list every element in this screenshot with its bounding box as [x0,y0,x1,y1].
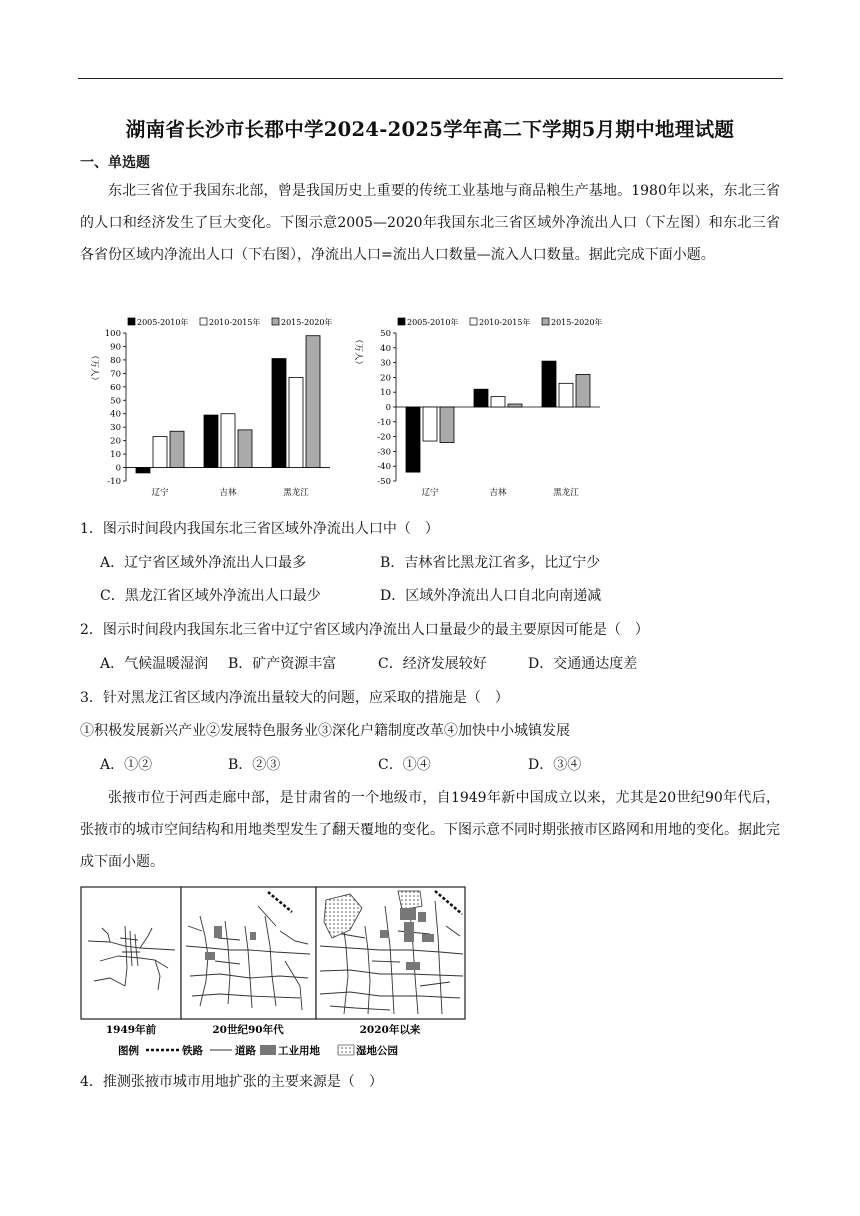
y-tick-label: 50 [110,396,121,407]
question-3: 3．针对黑龙江省区域内净流出量较大的问题，应采取的措施是（ ） [80,690,509,706]
bar-黑龙江-1 [542,361,556,407]
legend-label-2: 2010-2015年 [479,318,531,327]
q1-option-b[interactable]: B．吉林省比黑龙江省多，比辽宁少 [380,555,601,571]
legend-industrial: 工业用地 [278,1045,320,1057]
y-tick-label: 10 [110,450,121,461]
y-tick-label: 80 [110,355,121,366]
q2-option-d[interactable]: D．交通通达度差 [528,656,638,672]
bar-辽宁-1 [406,407,420,472]
legend-swatch-1 [398,318,405,325]
y-tick-label: 100 [104,329,121,339]
q3-option-d[interactable]: D．③④ [528,757,582,773]
y-tick-label: 0 [385,403,391,413]
y-tick-label: -20 [377,432,391,443]
x-category-label: 黑龙江 [283,488,309,498]
bar-辽宁-3 [170,431,184,467]
q1-option-d[interactable]: D．区域外净流出人口自北向南递减 [380,588,602,604]
legend-road: 道路 [235,1045,256,1057]
page-title: 湖南省长沙市长郡中学2024-2025学年高二下学期5月期中地理试题 [125,118,735,141]
x-category-label: 吉林 [219,488,237,498]
legend-label-1: 2005-2010年 [137,318,189,327]
y-tick-label: 20 [380,373,391,384]
y-tick-label: -30 [377,447,391,458]
x-category-label: 辽宁 [421,488,439,498]
y-tick-label: 10 [380,388,391,399]
bar-辽宁-2 [423,407,437,441]
q2-option-a[interactable]: A．气候温暖湿润 [100,656,209,672]
y-tick-label: 90 [110,342,121,353]
zhangye-map-figure [80,886,470,1061]
y-tick-label: 0 [115,463,121,474]
bar-辽宁-3 [440,407,454,443]
x-category-label: 辽宁 [151,488,169,498]
road-network-maps [80,886,470,1065]
question-3-items: ①积极发展新兴产业②发展特色服务业③深化户籍制度改革④加快中小城镇发展 [80,723,570,739]
legend-label-1: 2005-2010年 [407,318,459,327]
y-tick-label: 50 [380,329,391,339]
y-tick-label: -40 [377,462,391,473]
q1-option-c[interactable]: C．黑龙江省区域外净流出人口最少 [100,588,321,604]
bar-吉林-1 [474,389,488,407]
bar-黑龙江-3 [576,374,590,407]
bar-黑龙江-2 [559,383,573,407]
bar-吉林-1 [204,415,218,467]
q2-option-c[interactable]: C．经济发展较好 [378,656,487,672]
x-category-label: 黑龙江 [553,488,579,498]
bar-吉林-3 [238,430,252,468]
bar-黑龙江-3 [306,336,320,468]
legend-label-2: 2010-2015年 [209,318,261,327]
y-axis-label: （万人） [89,351,99,386]
legend-swatch-3 [272,318,279,325]
y-axis-label: （万人） [353,335,363,370]
y-tick-label: 20 [110,436,121,447]
q3-option-c[interactable]: C．①④ [378,757,431,773]
legend-swatch-2 [470,318,477,325]
bar-吉林-2 [221,414,235,468]
bar-辽宁-1 [136,468,150,473]
passage-zhangye: 张掖市位于河西走廊中部，是甘肃省的一个地级市，自1949年新中国成立以来，尤其是20世纪90年代后，张掖市的城市空间结构和用地类型发生了翻天覆地的变化。下图示意不同时期张掖市区路网和用地的变化。据此完成下面小题。 [80,790,780,870]
map-caption-1949: 1949年前 [105,1024,157,1036]
bar-黑龙江-2 [289,377,303,467]
bar-chart-left [80,313,350,503]
y-tick-label: 30 [110,423,121,434]
q1-option-a[interactable]: A．辽宁省区域外净流出人口最多 [100,555,307,571]
q3-option-a[interactable]: A．①② [100,757,153,773]
passage-northeast: 东北三省位于我国东北部，曾是我国历史上重要的传统工业基地与商品粮生产基地。1980年以来，东北三省的人口和经济发生了巨大变化。下图示意2005—2020年我国东北三省区域外净流出人口（下左图）和东北三省各省份区域内净流出人口（下右图），净流出人口=流出人口数量—流入人口数量。据此完成下面小题。 [80,183,780,263]
legend-label-3: 2015-2020年 [551,318,603,327]
header-rule [78,78,783,79]
chart-outside-outflow [80,313,350,507]
y-tick-label: 40 [380,343,391,354]
legend-swatch-3 [542,318,549,325]
y-tick-label: 70 [110,369,121,380]
y-tick-label: -50 [377,477,391,487]
map-caption-2020: 2020年以来 [359,1024,421,1036]
bar-辽宁-2 [153,437,167,468]
legend-swatch-1 [128,318,135,325]
q2-option-b[interactable]: B．矿产资源丰富 [228,656,337,672]
legend-title: 图例 [118,1045,139,1057]
chart-inside-outflow [350,313,620,507]
legend-industrial-symbol [260,1045,276,1055]
bar-chart-right [350,313,620,503]
question-4: 4．推测张掖市城市用地扩张的主要来源是（ ） [80,1074,383,1090]
y-tick-label: 30 [380,358,391,369]
y-tick-label: -10 [107,477,121,487]
y-tick-label: -10 [377,417,391,428]
y-tick-label: 60 [110,382,121,393]
bar-吉林-2 [491,397,505,407]
y-tick-label: 40 [110,409,121,420]
legend-railway: 铁路 [182,1045,203,1057]
question-2: 2．图示时间段内我国东北三省中辽宁省区域内净流出人口量最少的最主要原因可能是（ ） [80,622,649,638]
legend-swatch-2 [200,318,207,325]
map-caption-1990s: 20世纪90年代 [212,1024,284,1036]
legend-wetland: 湿地公园 [356,1045,398,1057]
bar-黑龙江-1 [272,359,286,468]
x-category-label: 吉林 [489,488,507,498]
legend-wetland-symbol [338,1045,354,1055]
bar-吉林-3 [508,404,522,407]
q3-option-b[interactable]: B．②③ [228,757,281,773]
section-heading: 一、单选题 [80,155,150,171]
legend-label-3: 2015-2020年 [281,318,333,327]
question-1: 1．图示时间段内我国东北三省区域外净流出人口中（ ） [80,521,439,537]
